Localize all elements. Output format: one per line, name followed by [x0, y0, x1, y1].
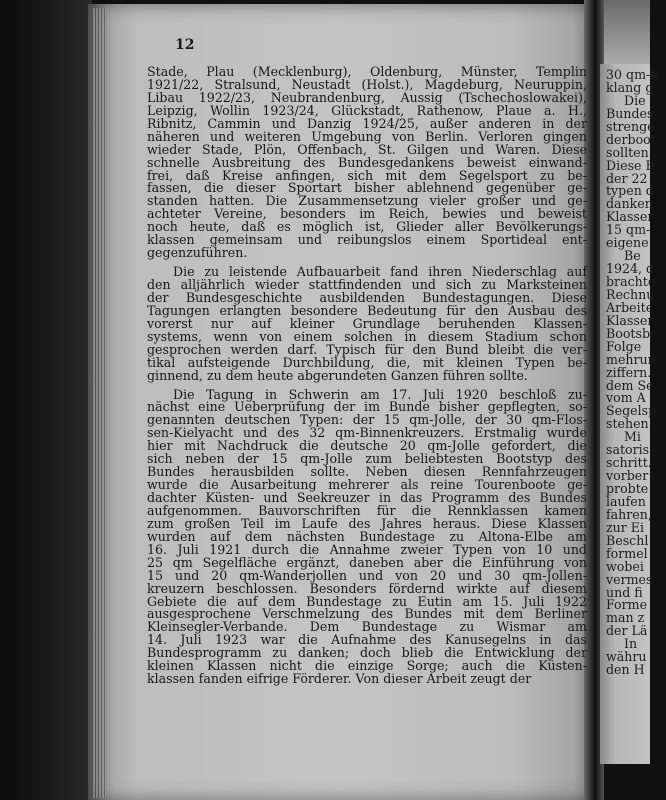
page-edges — [92, 8, 106, 798]
right-page-line: stehen — [606, 416, 649, 432]
right-page-line: Arbeite — [606, 299, 654, 315]
right-page-line: 30 qm-K — [606, 67, 660, 82]
text-line: noch heute, daß es möglich ist, Glieder aller Bevölkerungs- — [147, 219, 587, 235]
text-line: näheren und weiteren Umgebung von Berlin. Verloren gingen — [147, 128, 587, 144]
right-page-line: typen d — [606, 183, 654, 199]
right-page-line: In — [624, 636, 638, 652]
right-page-line: Beschl — [606, 532, 649, 548]
right-page-line: dem Se — [606, 377, 654, 393]
text-line: vorerst nur auf kleiner Grundlage beruhenden Klassen- — [147, 315, 587, 331]
right-page-line: fahren, — [606, 506, 652, 522]
right-page-line: Bootsb — [606, 325, 651, 341]
text-line: standen hatten. Die Zusammensetzung vieler großer und ge- — [147, 193, 587, 209]
text-line: Die Tagung in Schwerin am 17. Juli 1920 beschloß zu- — [173, 386, 587, 402]
text-line: ginnend, zu dem heute abgerundeten Ganzen führen sollte. — [147, 367, 528, 383]
text-line: gesprochen werden darf. Typisch für den Bund bleibt die ver- — [147, 341, 587, 357]
text-line: wurden auf dem nächsten Bundestage zu Altona-Elbe am — [147, 528, 587, 544]
right-page-line: formel — [606, 545, 648, 561]
right-page-line: der Lä — [606, 623, 648, 639]
right-page-line: mehrun — [606, 351, 656, 367]
text-line: aufgenommen. Bauvorschriften für die Rennklassen kamen — [147, 502, 587, 518]
text-line: 25 qm Segelfläche ergänzt, daneben aber die Einführung von — [147, 554, 587, 570]
text-line: 1921/22, Stralsund, Neustadt (Holst.), Magdeburg, Neuruppin, — [147, 76, 587, 92]
text-line: sich neben der 15 qm-Jolle zum beliebtesten Bootstyp des — [147, 451, 587, 467]
text-line: Bundes herausbilden sollte. Neben diesen Rennfahrzeugen — [147, 464, 587, 480]
text-line: sen-Kielyacht und des 32 qm-Binnenkreuzers. Erstmalig wurde — [147, 425, 587, 441]
text-line: der Bundesgeschichte ausbildenden Bundestagungen. Diese — [147, 289, 587, 305]
right-page-line: Segelsp — [606, 403, 657, 419]
right-page-line: wobei — [606, 558, 644, 574]
page-number: 12 — [175, 37, 195, 53]
right-page-line: der 22 — [606, 170, 648, 186]
right-page-line: strenge — [606, 118, 655, 134]
right-page-top — [604, 0, 650, 70]
text-line: ausgesprochene Verschmelzung des Bundes mit dem Berliner — [147, 606, 587, 622]
right-page-line: 15 qm- — [606, 222, 651, 238]
right-page-line: 1924, d — [606, 261, 655, 277]
text-line: fassen, die dieser Sportart bisher ablehnend gegenüber ge- — [147, 180, 587, 196]
text-line: kleinen Klassen nicht die einzige Sorge; auch die Küsten- — [147, 658, 587, 674]
text-line: klassen gemeinsam und reibungslos einem Sportideal ent- — [147, 232, 587, 248]
right-page-line: Forme — [606, 597, 648, 613]
right-page-line: derboot — [606, 131, 656, 147]
text-line: gegenzuführen. — [147, 245, 248, 261]
right-page-line: Klasser — [606, 312, 654, 328]
text-line: dachter Küsten- und Seekreuzer in das Programm des Bundes — [147, 490, 587, 505]
right-page-line: Diese B — [606, 157, 655, 173]
text-line: schnelle Ausbreitung des Bundesgedankens beweist einwand- — [147, 154, 587, 170]
text-line: achteter Vereine, besonders im Reich, bewies und beweist — [147, 206, 587, 222]
text-line: hier mit Nachdruck die deutsche 20 qm-Jolle gefordert, die — [147, 438, 587, 454]
right-page-line: Be — [624, 248, 641, 264]
right-page-line: ziffern. — [606, 364, 652, 380]
text-line: wieder Stade, Plön, Offenbach, St. Gilgen und Waren. Diese — [147, 141, 587, 157]
text-line: den alljährlich wieder stattfindenden und sich zu Marksteinen — [147, 277, 587, 292]
right-page-text-fragment — [606, 69, 666, 677]
book-shadow-left — [0, 0, 92, 800]
right-page-line: laufen — [606, 493, 646, 509]
right-page-line: Bundes — [606, 105, 654, 121]
text-line: wurde die Ausarbeitung mehrerer als reine Tourenboote ge- — [147, 477, 587, 493]
right-page-line: Klasser — [606, 209, 654, 225]
text-line: 15 und 20 qm-Wanderjollen und von 20 und 30 qm-Jollen- — [147, 567, 587, 583]
text-line: Tagungen erlangten besondere Bedeutung für den Ausbau des — [147, 302, 587, 318]
right-page-line: schritt. — [606, 455, 652, 471]
text-line: zum großen Teil im Laufe des Jahres heraus. Diese Klassen — [147, 515, 587, 531]
right-page-line: vorber — [606, 468, 649, 484]
right-page-line: vom A — [606, 390, 646, 406]
text-line: Libau 1922/23, Neubrandenburg, Aussig (Tschechoslowakei), — [147, 89, 587, 105]
text-line: 16. Juli 1921 durch die Annahme zweier Typen von 10 und — [147, 541, 587, 557]
right-page-line: den H — [606, 662, 645, 678]
right-page-line: sollten — [606, 144, 649, 160]
text-line: nächst eine Ueberprüfung der im Bunde bisher gepflegten, so- — [147, 399, 587, 415]
right-page-line: probte — [606, 481, 649, 496]
right-page-line: danken — [606, 196, 653, 212]
text-line: klassen fanden eifrige Förderer. Von dieser Arbeit zeugt der — [147, 671, 532, 687]
text-line: Kleinsegler-Verbande. Dem Bundestage zu Wismar am — [147, 619, 587, 635]
main-text-column — [147, 66, 587, 686]
text-line: 14. Juli 1923 war die Aufnahme des Kanusegelns in das — [147, 632, 587, 648]
text-line: tikal aufsteigende Durchbildung, die, mit kleinen Typen be- — [147, 354, 587, 370]
text-line: Die zu leistende Aufbauarbeit fand ihren Niederschlag auf — [173, 264, 587, 280]
text-line: frei, daß Kreise anfingen, sich mit dem Segelsport zu be- — [147, 167, 587, 183]
text-line: systems, wenn von einem solchen in diesem Stadium schon — [147, 328, 587, 344]
text-line: Stade, Plau (Mecklenburg), Oldenburg, Münster, Templin — [147, 64, 587, 79]
text-line: Leipzig, Wollin 1923/24, Glückstadt, Rathenow, Plaue a. H., — [147, 102, 587, 118]
right-page-line: eigene — [606, 235, 649, 251]
right-page-line: klang g — [606, 79, 654, 95]
right-page-line: satoris — [606, 442, 650, 458]
text-line: kreuzern beschlossen. Besonders fördernd wirkte auf diesem — [147, 580, 587, 596]
right-page-line: Die — [624, 92, 646, 108]
right-page-line: Mi — [624, 429, 641, 445]
right-page-line: vermes — [606, 571, 653, 587]
text-line: Bundesprogramm zu danken; doch blieb die Entwicklung der — [147, 645, 587, 661]
right-page-line: währu — [606, 649, 647, 665]
right-page-line: und fi — [606, 584, 643, 600]
right-page-line: man z — [606, 610, 645, 626]
text-line: Ribnitz, Cammin und Danzig 1924/25, außer anderen in der — [147, 115, 587, 131]
right-page-line: Rechnu — [606, 286, 655, 302]
text-line: genannten deutschen Typen: der 15 qm-Jolle, der 30 qm-Flos- — [147, 412, 587, 428]
right-page-line: brachte — [606, 274, 656, 289]
right-page-line: Folge — [606, 338, 642, 354]
text-line: Gebiete die auf dem Bundestage zu Eutin am 15. Juli 1922 — [147, 593, 587, 609]
right-page-line: zur Ei — [606, 519, 644, 535]
